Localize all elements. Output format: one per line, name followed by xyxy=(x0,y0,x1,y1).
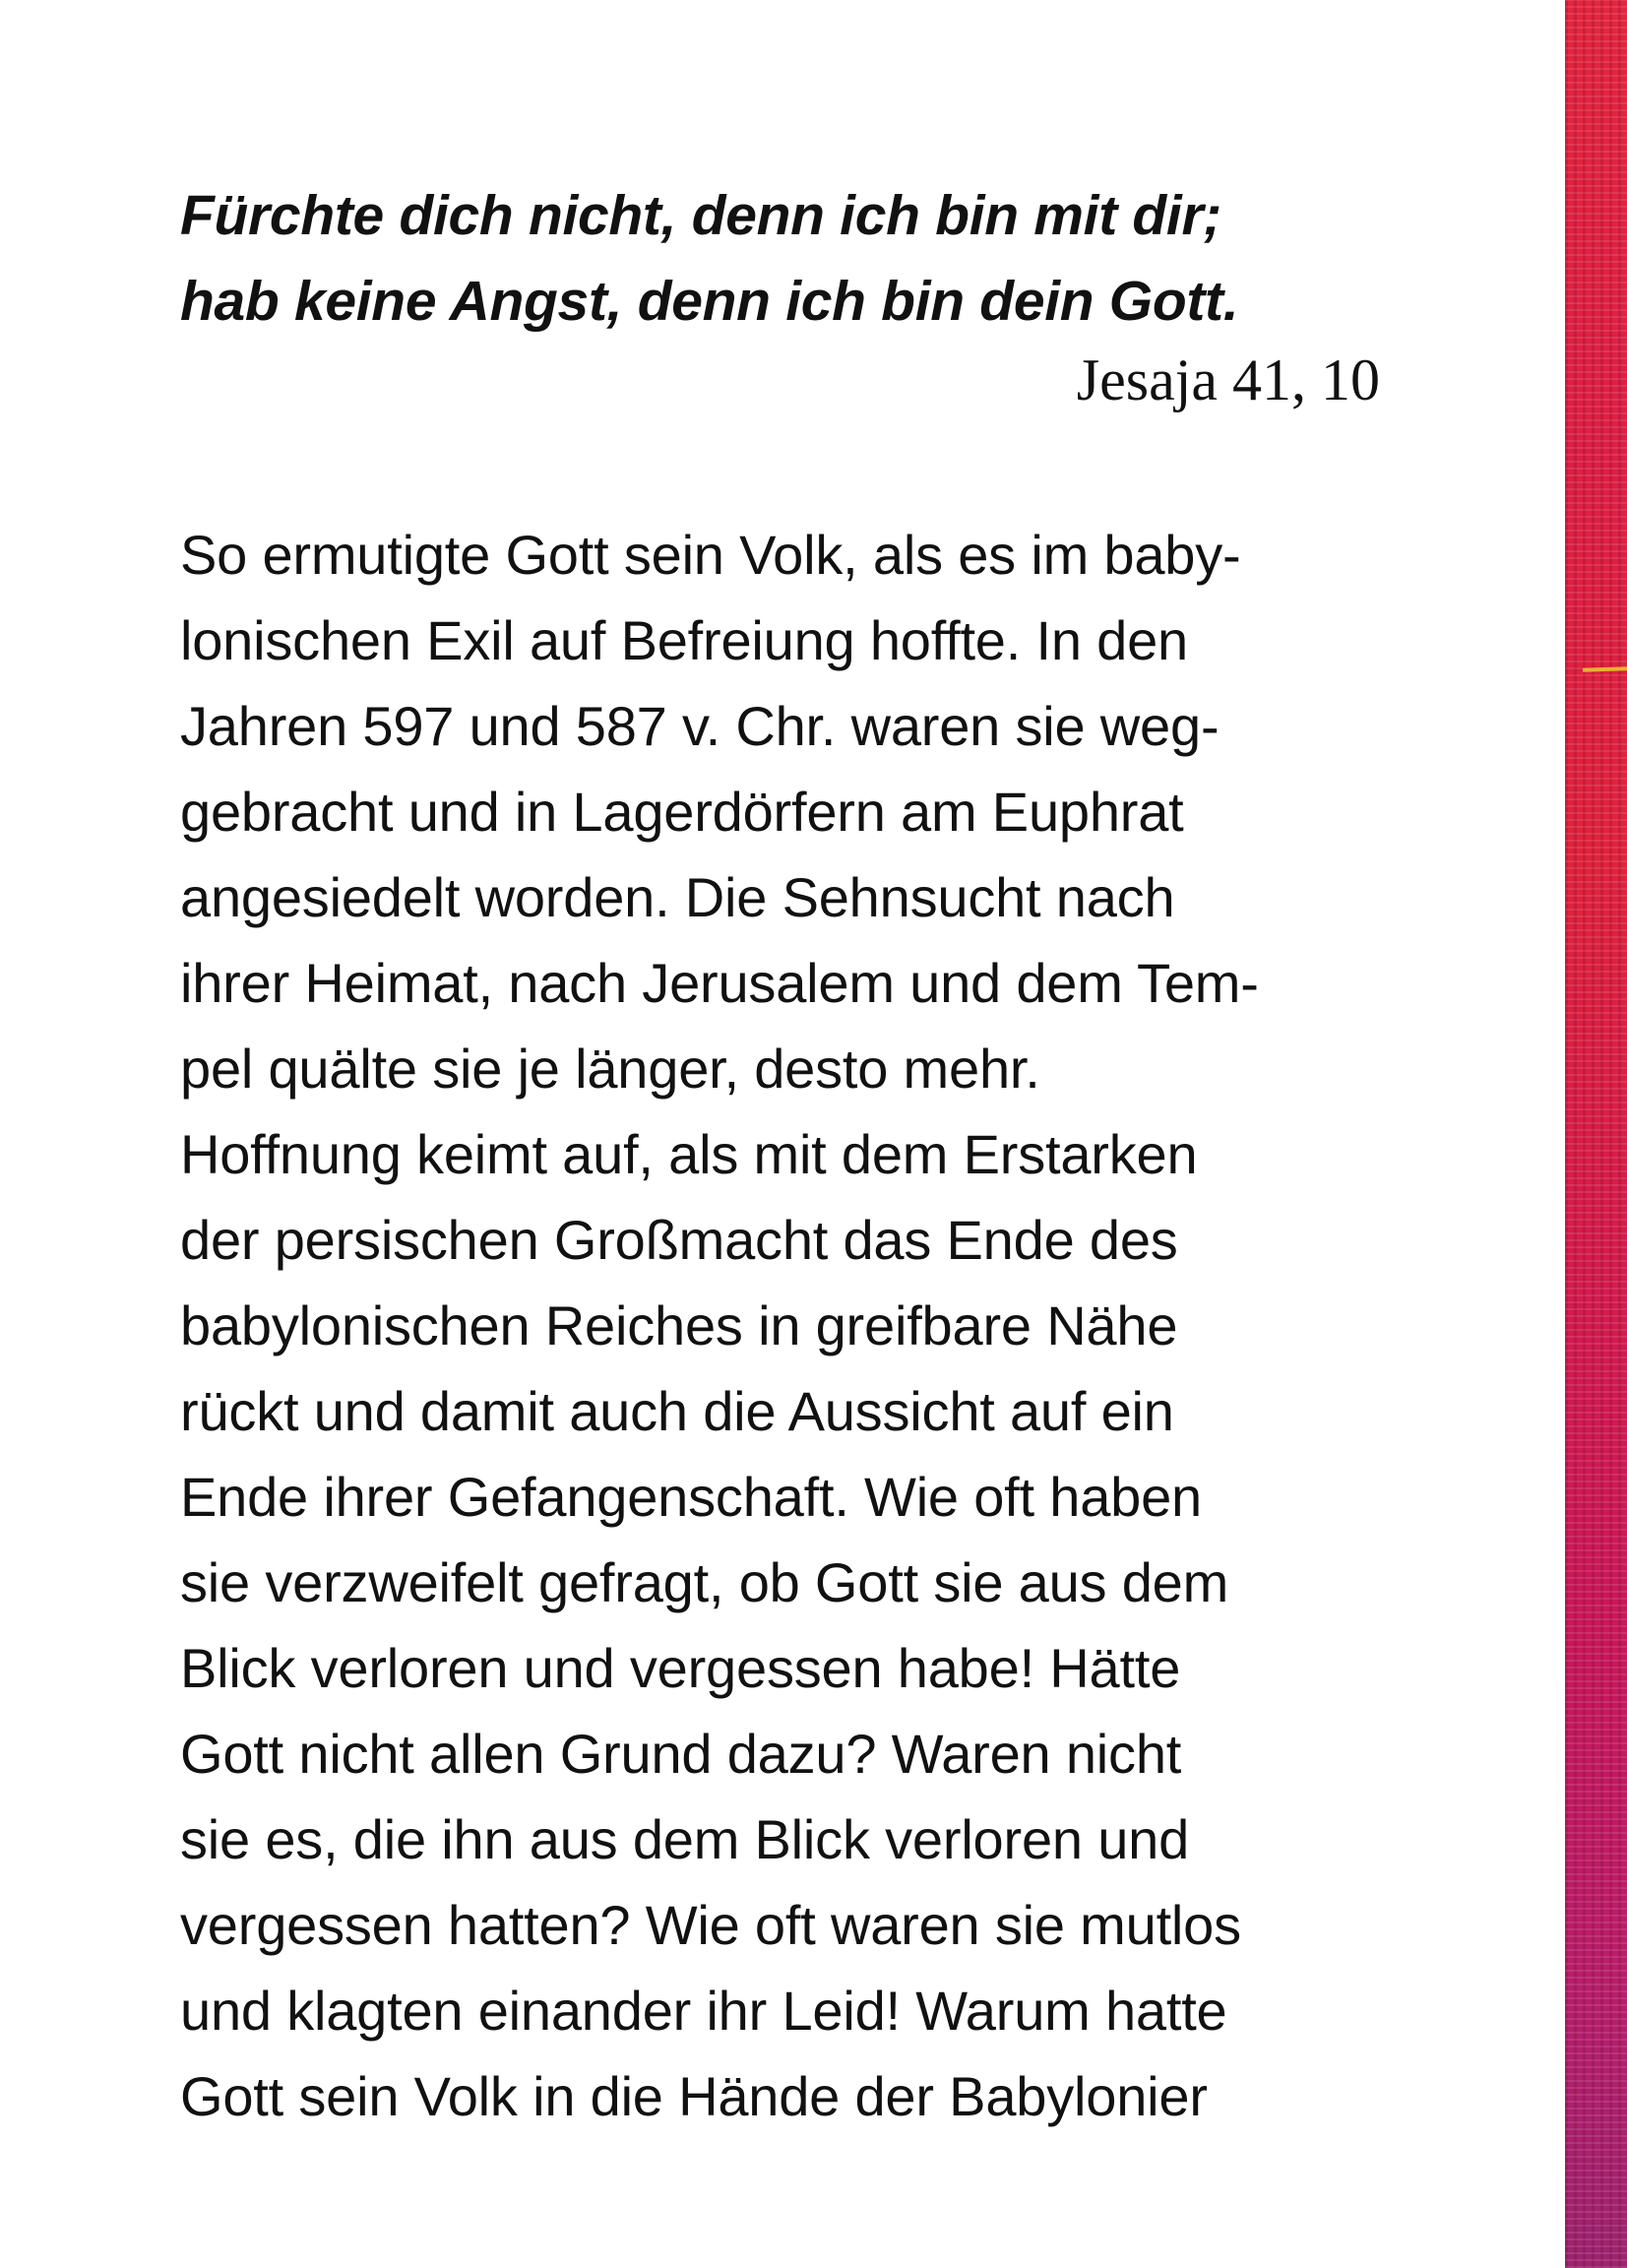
body-line: babylonischen Reiches in greifbare Nähe xyxy=(180,1294,1178,1356)
yellow-thread-accent xyxy=(1583,666,1627,672)
body-line: sie verzweifelt gefragt, ob Gott sie aus dem xyxy=(180,1551,1229,1613)
body-line: Hoffnung keimt auf, als mit dem Erstarken xyxy=(180,1123,1198,1185)
body-paragraph xyxy=(180,512,1460,2139)
bible-verse-quote xyxy=(180,173,1450,345)
body-line: rückt und damit auch die Aussicht auf ein xyxy=(180,1380,1174,1442)
verse-reference: Jesaja 41, 10 xyxy=(1076,347,1380,412)
body-line: ihrer Heimat, nach Jerusalem und dem Tem- xyxy=(180,952,1259,1014)
body-line: sie es, die ihn aus dem Blick verloren und xyxy=(180,1808,1190,1870)
verse-line: Fürchte dich nicht, denn ich bin mit dir; xyxy=(180,184,1222,247)
verse-line: hab keine Angst, denn ich bin dein Gott. xyxy=(180,270,1239,333)
body-line: Blick verloren und vergessen habe! Hätte xyxy=(180,1637,1181,1699)
body-line: Gott sein Volk in die Hände der Babylonier xyxy=(180,2065,1208,2127)
body-line: und klagten einander ihr Leid! Warum hatte xyxy=(180,1980,1227,2042)
body-line: pel quälte sie je länger, desto mehr. xyxy=(180,1038,1040,1100)
body-line: Jahren 597 und 587 v. Chr. waren sie weg- xyxy=(180,695,1220,757)
body-line: Gott nicht allen Grund dazu? Waren nicht xyxy=(180,1723,1182,1785)
body-line: Ende ihrer Gefangenschaft. Wie oft haben xyxy=(180,1466,1202,1528)
body-line: gebracht und in Lagerdörfern am Euphrat xyxy=(180,781,1184,843)
body-line: angesiedelt worden. Die Sehnsucht nach xyxy=(180,866,1175,928)
body-line: vergessen hatten? Wie oft waren sie mutlos xyxy=(180,1894,1241,1956)
body-line: So ermutigte Gott sein Volk, als es im baby- xyxy=(180,524,1241,586)
body-line: lonischen Exil auf Befreiung hoffte. In den xyxy=(180,609,1188,671)
body-line: der persischen Großmacht das Ende des xyxy=(180,1209,1178,1271)
red-fabric-edge-strip xyxy=(1565,0,1627,2268)
